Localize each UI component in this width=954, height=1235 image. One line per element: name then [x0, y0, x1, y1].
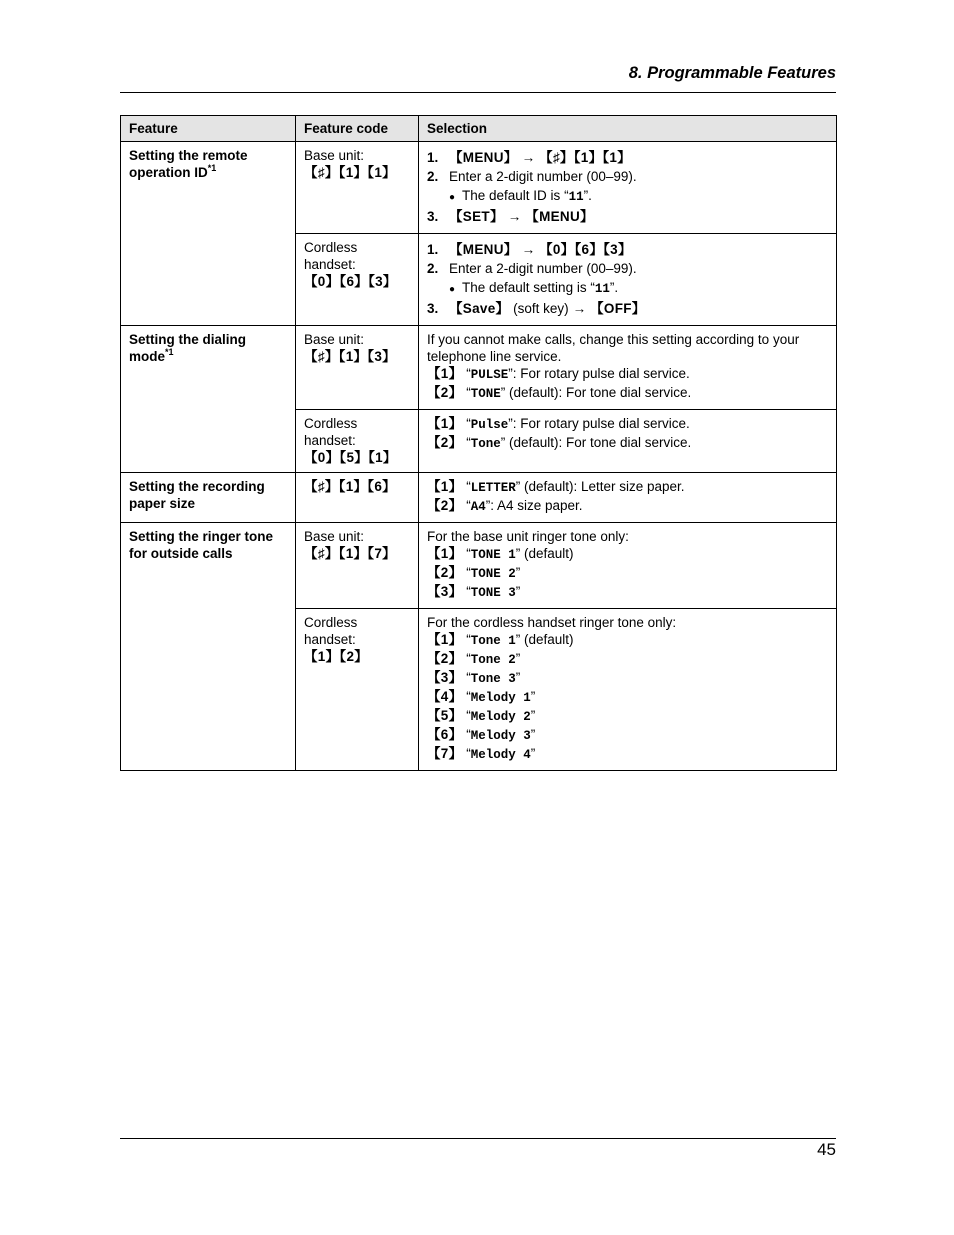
feature-label: Setting the dialing mode: [129, 332, 246, 364]
option-line: [427, 384, 828, 403]
table-row: [121, 142, 837, 234]
column-header-feature-code: Feature code: [296, 116, 419, 142]
feature-code: 【1】【2】: [304, 649, 369, 664]
key-save: 【Save】: [449, 301, 510, 316]
option-desc: : For rotary pulse dial service.: [512, 416, 690, 431]
option-line: [427, 745, 828, 764]
step-3: [427, 300, 828, 317]
selection-cell: [419, 326, 837, 410]
option-value: Tone: [470, 437, 501, 451]
quote-open: “: [466, 727, 471, 742]
footer-divider: [120, 1138, 836, 1139]
option-key: 【1】: [427, 546, 463, 561]
bullet-text: The default setting is: [462, 280, 591, 295]
option-key: 【5】: [427, 708, 463, 723]
key-menu: 【MENU】: [449, 242, 518, 257]
option-line: [427, 707, 828, 726]
code-cell: [296, 473, 419, 523]
quote-close: ”: [530, 708, 536, 723]
feature-cell-paper: [121, 473, 296, 523]
quote-close: ”: [515, 546, 521, 561]
code-cell: [296, 410, 419, 473]
footnote-ref: *1: [207, 163, 217, 173]
option-line: [427, 415, 828, 434]
code-unit-label: Base unit:: [304, 332, 365, 347]
feature-cell-remote: [121, 142, 296, 326]
option-value: Melody 2: [470, 710, 531, 724]
quote-close: ”: [515, 670, 521, 685]
step-number: 2.: [427, 261, 439, 276]
step-3: [427, 208, 828, 225]
option-desc: (default): For tone dial service.: [505, 435, 692, 450]
selection-cell: [419, 523, 837, 609]
quote-open: “: [466, 708, 471, 723]
arrow-icon: →: [507, 209, 522, 224]
option-line: [427, 631, 828, 650]
option-value: Tone 2: [470, 653, 516, 667]
feature-label: Setting the recording paper size: [129, 479, 265, 511]
key-sequence: 【0】【6】【3】: [539, 242, 632, 257]
bullet-icon: ●: [449, 192, 456, 203]
code-unit-label: handset:: [304, 632, 356, 647]
quote-open: “: [466, 546, 471, 561]
option-key: 【1】: [427, 632, 463, 647]
quote-close: ”: [500, 435, 506, 450]
option-value: Melody 1: [470, 691, 531, 705]
code-unit-label: handset:: [304, 433, 356, 448]
key-menu: 【MENU】: [525, 209, 594, 224]
code-cell: [296, 142, 419, 234]
quote-close: ”: [515, 632, 521, 647]
selection-intro: For the cordless handset ringer tone only:: [427, 615, 677, 630]
quote-open: “: [590, 280, 595, 295]
code-unit-label: handset:: [304, 257, 356, 272]
arrow-icon: →: [572, 301, 587, 316]
features-table: [120, 115, 837, 771]
quote-open: “: [466, 651, 471, 666]
option-key: 【2】: [427, 651, 463, 666]
option-value: A4: [470, 500, 486, 514]
option-key: 【1】: [427, 366, 463, 381]
option-value: TONE 1: [470, 548, 516, 562]
column-header-feature: Feature: [121, 116, 296, 142]
selection-cell: [419, 234, 837, 326]
option-value: PULSE: [470, 368, 509, 382]
quote-close: ”: [508, 366, 513, 381]
option-line: [427, 726, 828, 745]
selection-cell: [419, 142, 837, 234]
code-cell: [296, 609, 419, 771]
code-cell: [296, 326, 419, 410]
header-divider: [120, 92, 836, 93]
code-unit-label: Base unit:: [304, 529, 365, 544]
option-key: 【1】: [427, 416, 463, 431]
option-line: [427, 564, 828, 583]
bullet-icon: ●: [449, 284, 456, 295]
quote-open: “: [466, 670, 471, 685]
feature-code: 【0】【5】【1】: [304, 450, 397, 465]
arrow-icon: →: [521, 150, 536, 165]
option-line: [427, 650, 828, 669]
bullet-note: [427, 187, 828, 206]
code-unit-label: Cordless: [304, 416, 358, 431]
option-key: 【2】: [427, 435, 463, 450]
step-text: Enter a 2-digit number (00–99).: [449, 261, 637, 276]
default-value: 11: [594, 282, 610, 296]
feature-code: 【♯】【1】【3】: [304, 349, 396, 364]
page-header-title: 8. Programmable Features: [628, 64, 836, 82]
selection-cell: [419, 609, 837, 771]
key-menu: 【MENU】: [449, 150, 518, 165]
column-header-selection: Selection: [419, 116, 837, 142]
feature-label: Setting the remote operation ID: [129, 148, 248, 180]
quote-open: “: [466, 498, 471, 513]
code-cell: [296, 234, 419, 326]
option-key: 【2】: [427, 385, 463, 400]
step-number: 1.: [427, 150, 439, 165]
feature-code: 【♯】【1】【1】: [304, 165, 396, 180]
quote-open: “: [466, 746, 471, 761]
code-cell: [296, 523, 419, 609]
option-line: [427, 688, 828, 707]
footnote-ref: *1: [165, 347, 174, 357]
quote-open: “: [466, 689, 471, 704]
key-off: 【OFF】: [590, 301, 646, 316]
quote-close: ”: [530, 689, 536, 704]
option-value: TONE: [470, 387, 501, 401]
option-desc: (default): Letter size paper.: [520, 479, 685, 494]
step-number: 1.: [427, 242, 439, 257]
option-line: [427, 545, 828, 564]
step-2: [427, 260, 828, 277]
default-value: 11: [568, 190, 584, 204]
step-number: 2.: [427, 169, 439, 184]
table-row: [121, 473, 837, 523]
option-line: [427, 669, 828, 688]
quote-close: ”: [515, 565, 521, 580]
option-key: 【4】: [427, 689, 463, 704]
option-line: [427, 583, 828, 602]
quote-close: ”: [485, 498, 491, 513]
feature-code: 【0】【6】【3】: [304, 274, 397, 289]
step-text: (soft key): [509, 301, 569, 316]
option-key: 【2】: [427, 565, 463, 580]
option-key: 【3】: [427, 670, 463, 685]
step-number: 3.: [427, 209, 439, 224]
feature-cell-dialing: [121, 326, 296, 473]
quote-close: ”: [515, 651, 521, 666]
option-value: Pulse: [470, 418, 509, 432]
quote-open: “: [564, 188, 569, 203]
step-1: [427, 241, 828, 258]
feature-cell-ringer: [121, 523, 296, 771]
option-value: Melody 4: [470, 748, 531, 762]
page-number: 45: [817, 1140, 836, 1159]
option-line: [427, 497, 828, 516]
option-desc: (default): [520, 546, 574, 561]
option-value: Tone 3: [470, 672, 516, 686]
quote-open: “: [466, 366, 471, 381]
code-unit-label: Cordless: [304, 240, 358, 255]
option-value: Melody 3: [470, 729, 531, 743]
quote-close: ”.: [583, 188, 592, 203]
option-line: [427, 434, 828, 453]
quote-open: “: [466, 435, 471, 450]
quote-close: ”.: [609, 280, 619, 295]
table-row: [121, 326, 837, 410]
key-sequence: 【♯】【1】【1】: [539, 150, 632, 165]
option-key: 【3】: [427, 584, 463, 599]
selection-intro: If you cannot make calls, change this setting according to your telephone line service.: [427, 332, 800, 364]
selection-cell: [419, 410, 837, 473]
option-value: Tone 1: [470, 634, 516, 648]
option-key: 【1】: [427, 479, 463, 494]
option-value: TONE 2: [470, 567, 516, 581]
feature-label: Setting the ringer tone for outside calls: [129, 529, 274, 561]
table-row: [121, 523, 837, 609]
selection-cell: [419, 473, 837, 523]
quote-close: ”: [515, 584, 521, 599]
key-set: 【SET】: [449, 209, 504, 224]
step-text: Enter a 2-digit number (00–99).: [449, 169, 637, 184]
quote-open: “: [466, 479, 471, 494]
quote-close: ”: [530, 746, 536, 761]
option-value: LETTER: [470, 481, 516, 495]
arrow-icon: →: [521, 242, 536, 257]
bullet-text: The default ID is: [462, 188, 565, 203]
quote-open: “: [466, 385, 471, 400]
quote-open: “: [466, 584, 471, 599]
feature-code: 【♯】【1】【6】: [304, 479, 396, 494]
quote-close: ”: [530, 727, 536, 742]
code-unit-label: Cordless: [304, 615, 358, 630]
feature-code: 【♯】【1】【7】: [304, 546, 396, 561]
quote-close: ”: [515, 479, 521, 494]
option-key: 【6】: [427, 727, 463, 742]
option-desc: : For rotary pulse dial service.: [512, 366, 690, 381]
option-line: [427, 478, 828, 497]
option-line: [427, 365, 828, 384]
quote-open: “: [466, 565, 471, 580]
code-unit-label: Base unit:: [304, 148, 365, 163]
step-1: [427, 149, 828, 166]
option-desc: (default): For tone dial service.: [505, 385, 692, 400]
option-key: 【2】: [427, 498, 463, 513]
quote-close: ”: [500, 385, 506, 400]
option-desc: (default): [520, 632, 574, 647]
option-desc: : A4 size paper.: [490, 498, 583, 513]
option-value: TONE 3: [470, 586, 516, 600]
quote-open: “: [466, 632, 471, 647]
quote-close: ”: [508, 416, 513, 431]
quote-open: “: [466, 416, 471, 431]
table-header-row: [121, 116, 837, 142]
step-number: 3.: [427, 301, 439, 316]
option-key: 【7】: [427, 746, 463, 761]
step-2: [427, 168, 828, 185]
bullet-note: [427, 279, 828, 298]
selection-intro: For the base unit ringer tone only:: [427, 529, 629, 544]
